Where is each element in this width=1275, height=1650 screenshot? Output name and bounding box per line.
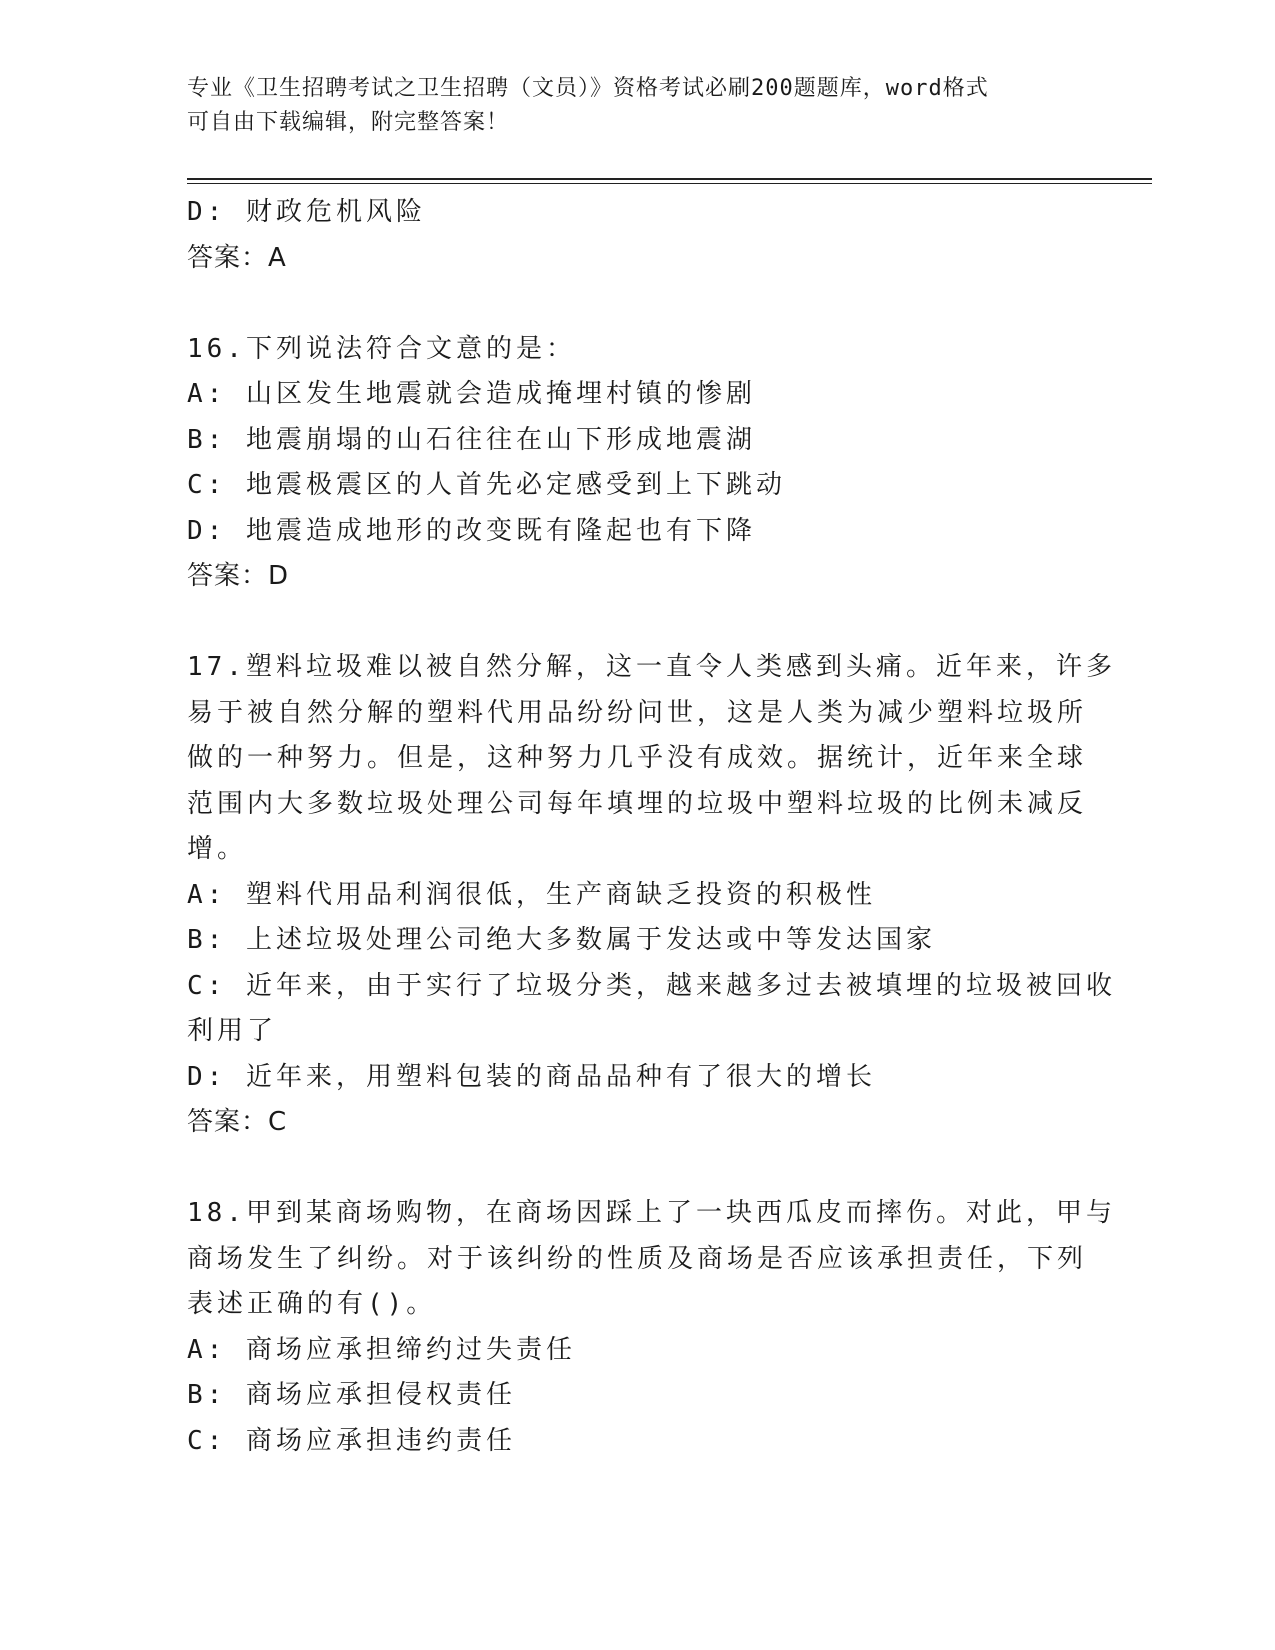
header-line-2: 可自由下载编辑，附完整答案！: [187, 110, 510, 135]
q17-answer: 答案：C: [187, 1107, 288, 1137]
q17-stem-line-5: 增。: [187, 834, 248, 864]
q17-stem-line-4: 范围内大多数垃圾处理公司每年填埋的垃圾中塑料垃圾的比例未减反: [187, 788, 1088, 819]
question-content: [187, 190, 1116, 1464]
q18-stem-line-2: 商场发生了纠纷。对于该纠纷的性质及商场是否应该承担责任，下列: [187, 1243, 1088, 1274]
page-header: [187, 72, 1067, 140]
q18-option-a: A: 商场应承担缔约过失责任: [187, 1334, 576, 1365]
prev-option-d: D: 财政危机风险: [187, 197, 426, 227]
spacer: [187, 1146, 1087, 1192]
q17-option-b: B: 上述垃圾处理公司绝大多数属于发达或中等发达国家: [187, 925, 936, 955]
q17-stem-line-3: 做的一种努力。但是，这种努力几乎没有成效。据统计，近年来全球: [187, 743, 1088, 773]
q17-stem-line-1: 17.塑料垃圾难以被自然分解，这一直令人类感到头痛。近年来，许多: [187, 652, 1116, 682]
q17-option-d: D: 近年来，用塑料包装的商品品种有了很大的增长: [187, 1061, 876, 1092]
q18-option-c: C: 商场应承担违约责任: [187, 1425, 516, 1456]
q18-option-b: B: 商场应承担侵权责任: [187, 1380, 516, 1410]
q17-stem-line-2: 易于被自然分解的塑料代用品纷纷问世，这是人类为减少塑料垃圾所: [187, 697, 1088, 728]
q17-option-a: A: 塑料代用品利润很低，生产商缺乏投资的积极性: [187, 879, 876, 910]
header-rule-thick: [187, 178, 1152, 180]
q18-stem-line-3: 表述正确的有()。: [187, 1289, 437, 1319]
q16-option-a: A: 山区发生地震就会造成掩埋村镇的惨剧: [187, 379, 756, 409]
spacer: [187, 600, 1087, 646]
spacer: [187, 281, 1087, 327]
q18-stem-line-1: 18.甲到某商场购物，在商场因踩上了一块西瓜皮而摔伤。对此，甲与: [187, 1198, 1116, 1228]
q17-option-c-line-1: C: 近年来，由于实行了垃圾分类，越来越多过去被填埋的垃圾被回收: [187, 970, 1116, 1001]
q16-answer: 答案：D: [187, 561, 290, 591]
q17-option-c-line-2: 利用了: [187, 1016, 278, 1046]
header-line-1: 专业《卫生招聘考试之卫生招聘（文员）》资格考试必刷200题题库，word格式: [187, 76, 989, 101]
q16-stem: 16.下列说法符合文意的是：: [187, 333, 576, 364]
q16-option-d: D: 地震造成地形的改变既有隆起也有下降: [187, 515, 756, 546]
header-rule-thin: [187, 183, 1152, 184]
q16-option-b: B: 地震崩塌的山石往往在山下形成地震湖: [187, 424, 756, 455]
prev-answer: 答案：A: [187, 242, 287, 273]
q16-option-c: C: 地震极震区的人首先必定感受到上下跳动: [187, 470, 786, 500]
